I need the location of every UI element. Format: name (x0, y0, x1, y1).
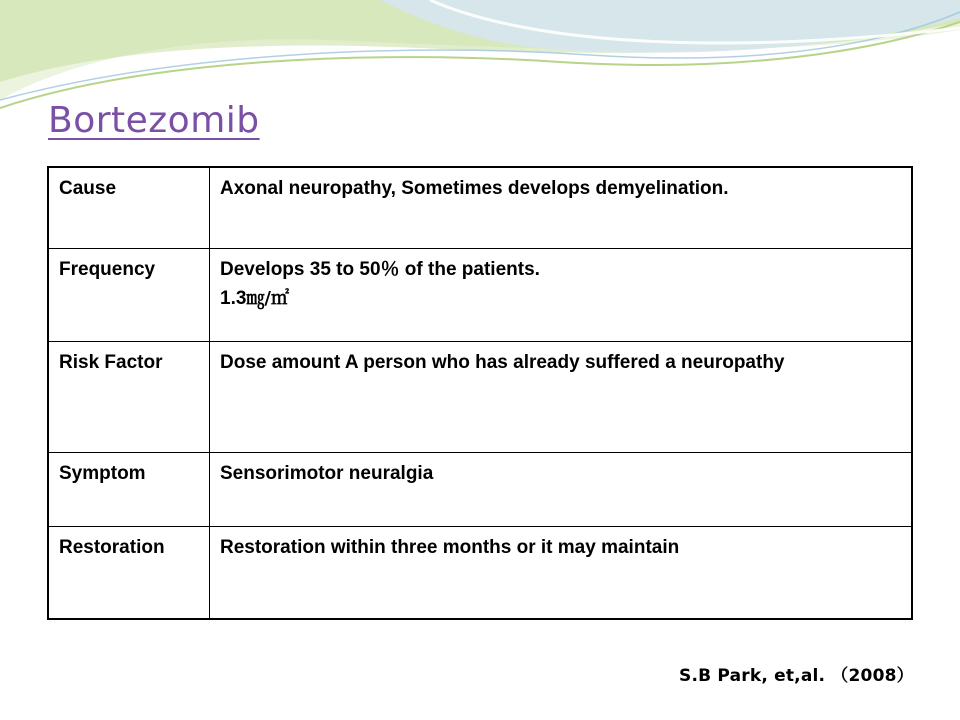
cause-text: Axonal neuropathy, Sometimes develops demyelination. (220, 178, 729, 199)
row-label-frequency: Frequency (48, 248, 210, 341)
row-value-risk-factor (210, 341, 913, 452)
dose-line (220, 284, 903, 313)
dose-value: 1.3 (220, 287, 247, 309)
citation: S.B Park, et,al. （2008） (679, 666, 914, 686)
table-row (48, 248, 912, 341)
table-row (48, 452, 912, 526)
row-label-cause: Cause (48, 167, 210, 248)
slide-title: Bortezomib (48, 100, 260, 141)
row-label-symptom: Symptom (48, 452, 210, 526)
row-value-symptom (210, 452, 913, 526)
row-value-cause (210, 167, 913, 248)
row-value-frequency (210, 248, 913, 341)
frequency-text: Develops 35 to 50％ of the patients. (220, 258, 540, 280)
symptom-text: Sensorimotor neuralgia (220, 462, 434, 484)
table-row (48, 167, 912, 248)
table-row (48, 526, 912, 619)
row-label-risk-factor: Risk Factor (48, 341, 210, 452)
table-row (48, 341, 912, 452)
risk-factor-text: Dose amount A person who has already suffered a neuropathy (220, 351, 785, 373)
dose-unit: ㎎/㎡ (246, 287, 289, 309)
restoration-text: Restoration within three months or it may maintain (220, 536, 680, 558)
row-value-restoration (210, 526, 913, 619)
row-label-restoration: Restoration (48, 526, 210, 619)
bortezomib-table (47, 166, 913, 620)
